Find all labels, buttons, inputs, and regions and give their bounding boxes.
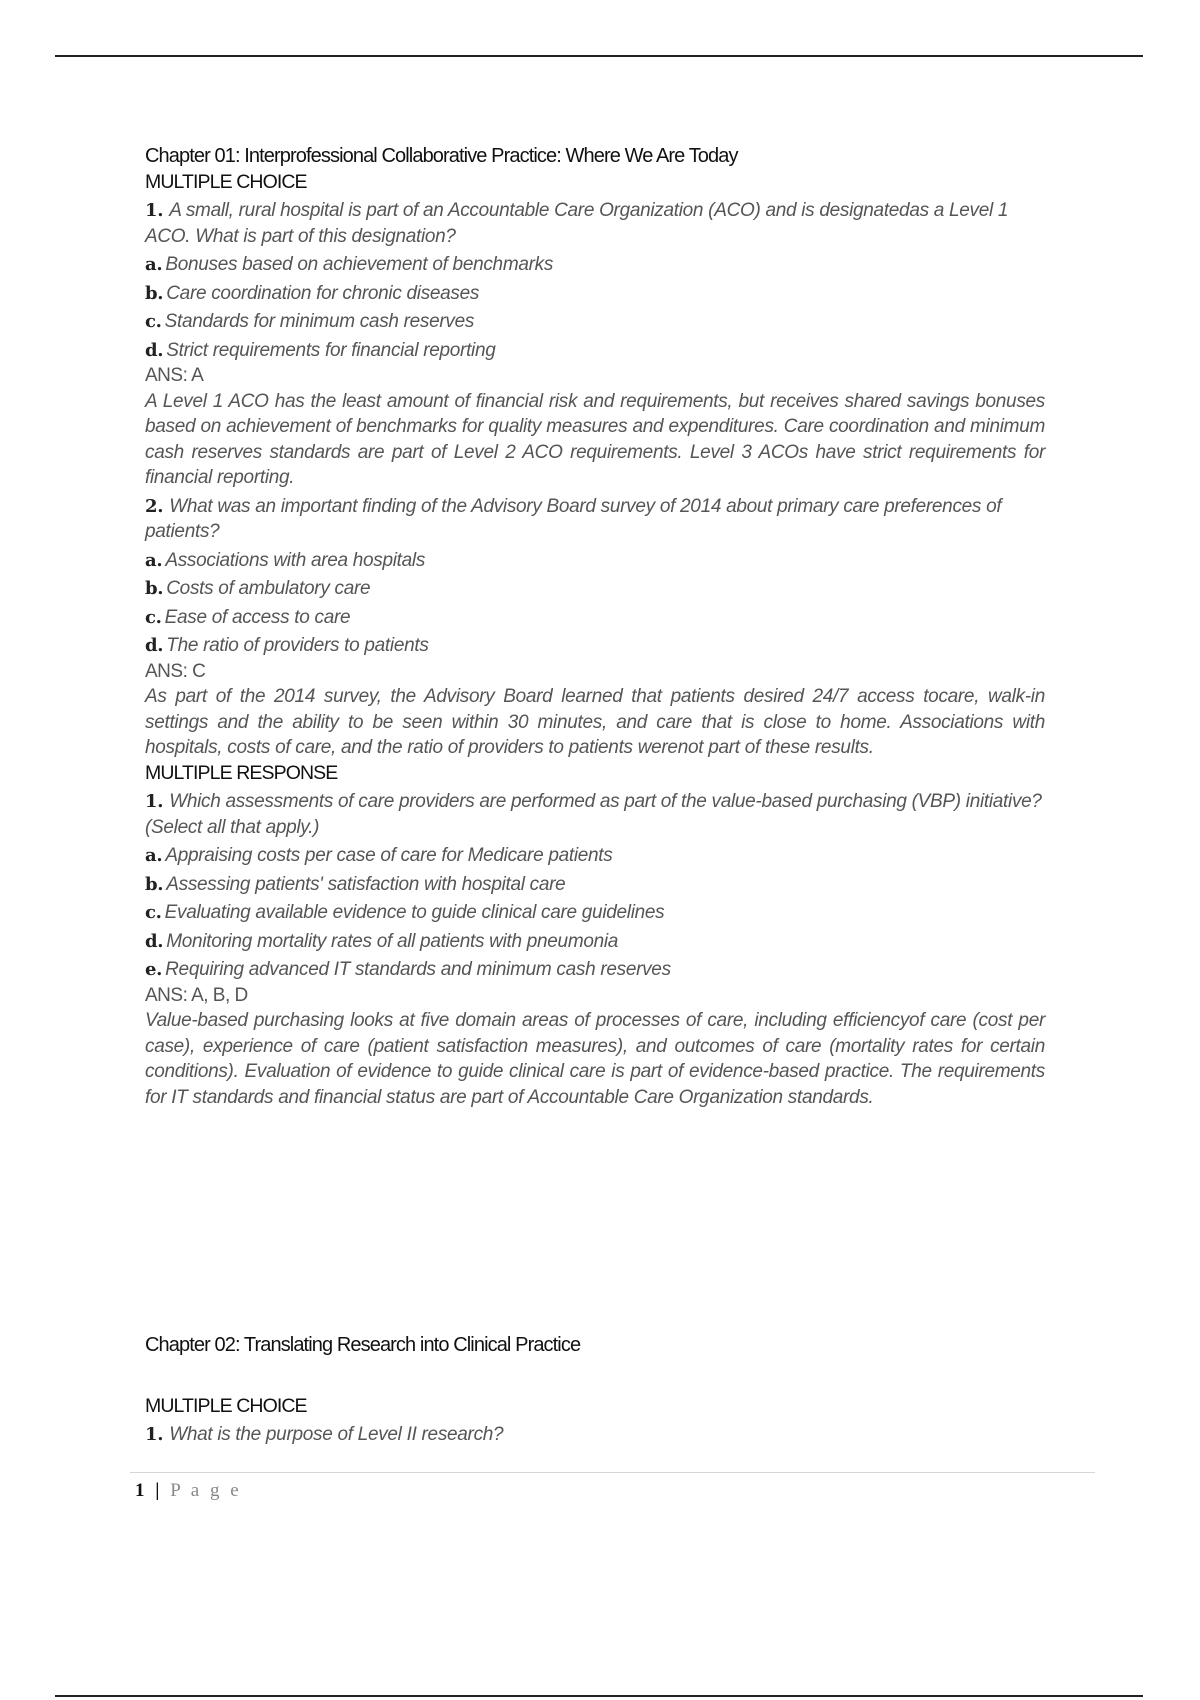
option-letter: b. xyxy=(145,578,164,599)
option-text: Assessing patients' satisfaction with hospital care xyxy=(166,873,566,895)
question-number: 1. xyxy=(145,200,164,221)
top-rule xyxy=(55,55,1143,57)
answer-key: ANS: C xyxy=(145,660,206,682)
answer-option xyxy=(145,252,1045,278)
question-text: What was an important finding of the Advisory Board survey of 2014 about primary care preferences of patients? xyxy=(145,495,1002,542)
question-instruction: Select all that apply. xyxy=(151,816,314,838)
rationale: A Level 1 ACO has the least amount of financial risk and requirements, but receives shared savings bonuses based on achievement of benchmarks for quality measures and expenditures. Care coordination and minimum cash reserves standards are part of Level 2 ACO requirements. Level 3 ACOs have strict requirements for financial reporting. xyxy=(145,390,1045,488)
answer-option xyxy=(145,281,1045,307)
option-text: Ease of access to care xyxy=(164,606,351,628)
option-text: Requiring advanced IT standards and minimum cash reserves xyxy=(165,959,671,980)
page-number: 1 xyxy=(135,1480,148,1501)
question-text: A small, rural hospital is part of an Accountable Care Organization (ACO) and is designatedas a Level 1 ACO. What is part of this designation? xyxy=(145,200,1009,247)
rationale: Value-based purchasing looks at five domain areas of processes of care, including efficiencyof care (cost per case), experience of care (patient satisfaction measures), and outcomes of care (mortality rates for certain conditions). Evaluation of evidence to guide clinical care is part of evidence-based practice. The requirements for IT standards and financial status are part of Accountable Care Organization standards. xyxy=(145,1010,1045,1108)
answer-option xyxy=(145,900,1045,926)
answer-option xyxy=(145,929,1045,955)
option-letter: c. xyxy=(145,902,162,923)
multiple-response-heading: MULTIPLE RESPONSE xyxy=(145,761,338,784)
option-letter: a. xyxy=(145,549,163,571)
option-text: Associations with area hospitals xyxy=(165,549,426,571)
option-text: Evaluating available evidence to guide clinical care guidelines xyxy=(164,902,665,923)
answer-key: ANS: A, B, D xyxy=(145,984,248,1006)
answer-key: ANS: A xyxy=(145,365,204,386)
bottom-rule xyxy=(55,1695,1143,1697)
question-text-end: ) xyxy=(313,816,320,838)
option-letter: e. xyxy=(145,959,163,980)
answer-option xyxy=(145,576,1045,602)
option-text: Costs of ambulatory care xyxy=(166,578,371,599)
option-letter: a. xyxy=(145,845,163,866)
option-text: Bonuses based on achievement of benchmarks xyxy=(165,254,554,275)
option-letter: d. xyxy=(145,635,164,656)
option-letter: c. xyxy=(145,606,162,628)
question-block xyxy=(145,1422,1045,1448)
page-separator: | xyxy=(155,1480,163,1501)
option-text: The ratio of providers to patients xyxy=(166,635,429,656)
question-number: 1. xyxy=(145,791,164,812)
option-letter: b. xyxy=(145,282,164,304)
option-letter: d. xyxy=(145,930,164,952)
answer-option xyxy=(145,957,1045,983)
document-body xyxy=(145,144,1045,1110)
chapter-2-title: Chapter 02: Translating Research into Clinical Practice xyxy=(145,1334,581,1356)
multiple-choice-heading: MULTIPLE CHOICE xyxy=(145,1394,307,1417)
answer-option xyxy=(145,872,1045,898)
option-text: Care coordination for chronic diseases xyxy=(166,282,480,304)
answer-option xyxy=(145,605,1045,631)
rationale: As part of the 2014 survey, the Advisory Board learned that patients desired 24/7 access tocare, walk-in settings and the ability to be seen within 30 minutes, and care that is close to home. Associations with hospitals, costs of care, and the ratio of providers to patients werenot part of these results. xyxy=(145,686,1045,758)
answer-option xyxy=(145,338,1045,364)
option-text: Appraising costs per case of care for Medicare patients xyxy=(165,845,613,866)
question-number: 2. xyxy=(145,495,164,517)
answer-option xyxy=(145,548,1045,574)
option-text: Standards for minimum cash reserves xyxy=(164,311,475,332)
answer-option xyxy=(145,633,1045,659)
question-block xyxy=(145,198,1045,249)
option-letter: b. xyxy=(145,873,164,895)
footer-rule xyxy=(130,1472,1095,1473)
option-letter: c. xyxy=(145,311,162,332)
answer-option xyxy=(145,309,1045,335)
chapter-1-title: Chapter 01: Interprofessional Collaborative Practice: Where We Are Today xyxy=(145,145,738,167)
question-number: 1. xyxy=(145,1424,164,1445)
question-block xyxy=(145,494,1045,545)
option-text: Monitoring mortality rates of all patients with pneumonia xyxy=(166,930,619,952)
page-label: P a g e xyxy=(170,1480,242,1501)
page-footer xyxy=(135,1480,242,1502)
option-letter: d. xyxy=(145,339,164,361)
multiple-choice-heading: MULTIPLE CHOICE xyxy=(145,170,307,193)
chapter-2-block xyxy=(145,1333,1045,1448)
question-text: What is the purpose of Level II research? xyxy=(169,1424,504,1445)
option-letter: a. xyxy=(145,254,163,275)
answer-option xyxy=(145,843,1045,869)
question-block xyxy=(145,789,1045,840)
question-text: Which assessments of care providers are performed as part of the value-based purchasing (VBP) initiative? ( xyxy=(145,791,1042,838)
option-text: Strict requirements for financial reporting xyxy=(166,339,496,361)
